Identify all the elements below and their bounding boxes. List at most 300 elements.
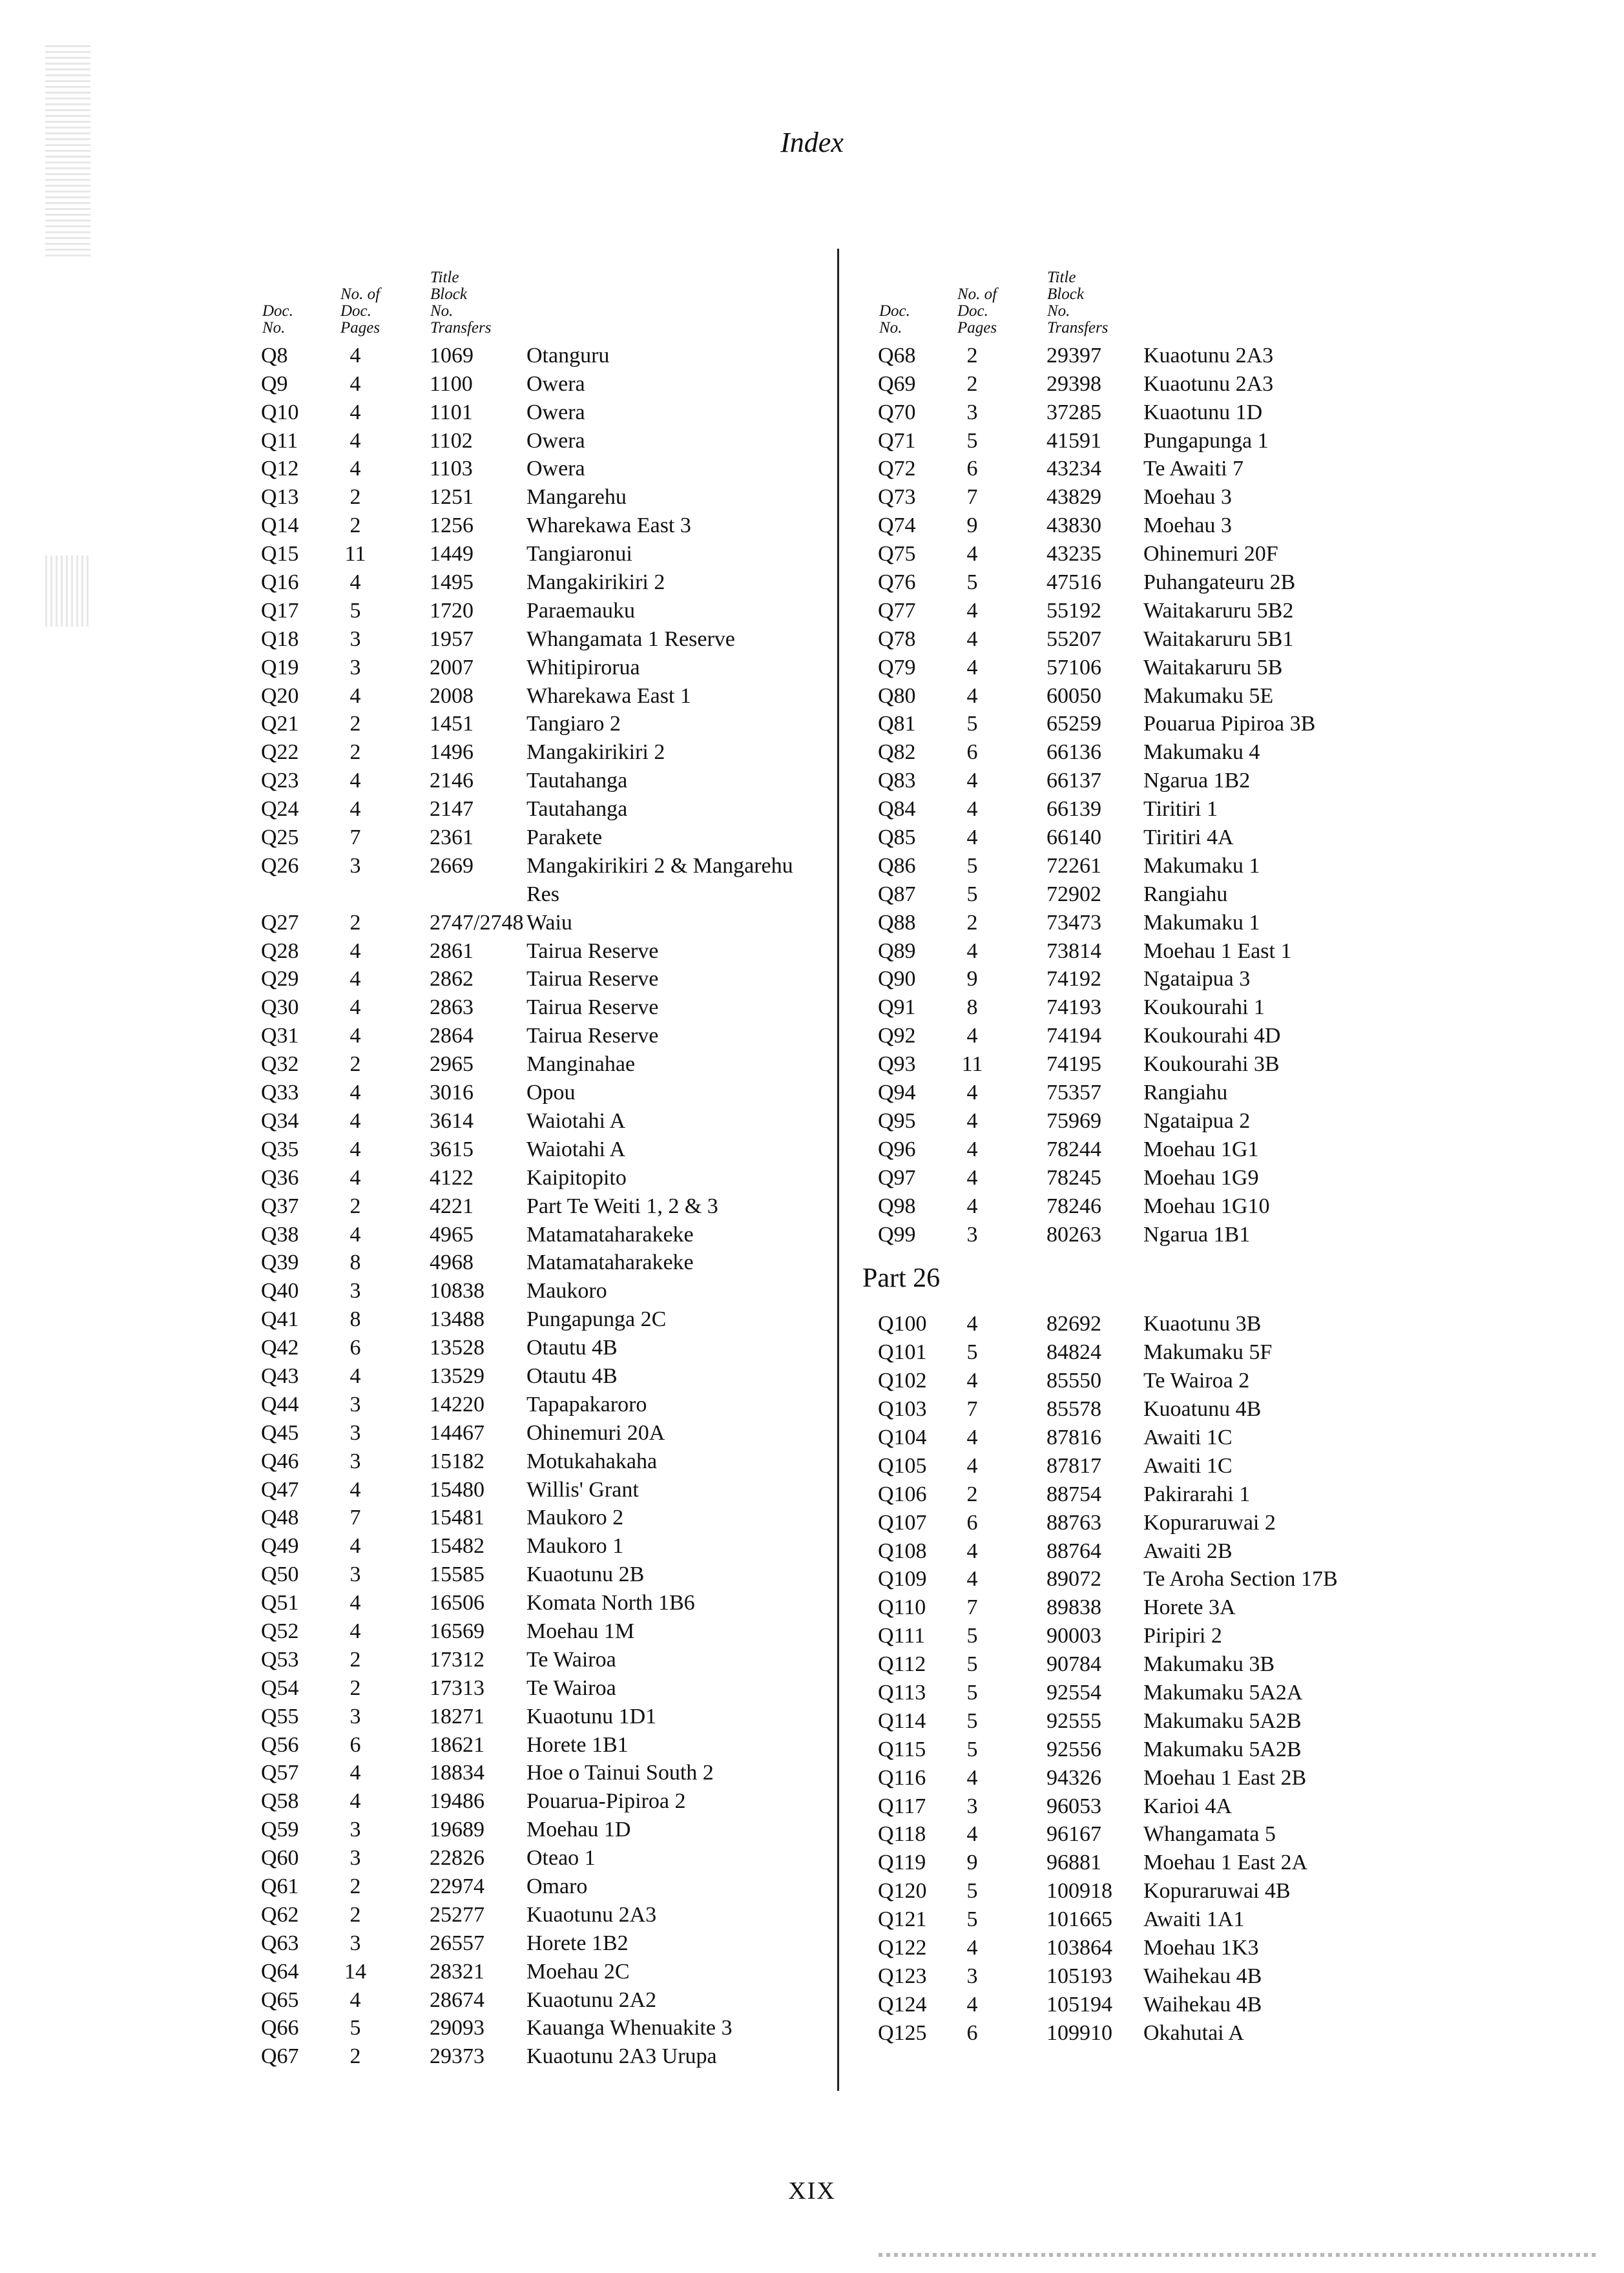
doc-no: Q124 <box>878 1992 927 2017</box>
doc-pages: 6 <box>966 1510 978 1535</box>
doc-no: Q97 <box>878 1165 916 1190</box>
doc-no: Q33 <box>261 1081 299 1105</box>
doc-pages: 5 <box>966 1624 978 1648</box>
table-row <box>245 1418 827 1446</box>
title-block-no: 22974 <box>430 1874 484 1898</box>
block-name: Ngataipua 2 <box>1143 1108 1251 1133</box>
table-row <box>245 1361 827 1389</box>
doc-pages: 4 <box>966 683 978 708</box>
doc-no: Q103 <box>878 1397 927 1422</box>
table-row <box>245 1021 827 1049</box>
table-row <box>245 652 827 681</box>
doc-pages: 4 <box>966 1822 978 1847</box>
table-row <box>862 482 1444 510</box>
table-row <box>245 1191 827 1220</box>
table-row <box>245 964 827 993</box>
doc-no: Q122 <box>878 1935 927 1960</box>
doc-no: Q71 <box>878 428 916 453</box>
table-row <box>245 737 827 765</box>
table-row <box>862 822 1444 851</box>
block-name: Moehau 1K3 <box>1143 1935 1259 1960</box>
block-name: Awaiti 1C <box>1143 1425 1233 1449</box>
table-row <box>862 1564 1444 1593</box>
table-row <box>245 1814 827 1843</box>
doc-pages: 4 <box>349 967 361 991</box>
doc-no: Q13 <box>261 485 299 510</box>
doc-pages: 8 <box>349 1251 361 1275</box>
block-name: Tapapakaroro <box>526 1392 647 1417</box>
doc-pages: 2 <box>349 1902 361 1927</box>
title-block-no: 13528 <box>430 1336 484 1360</box>
block-name: Otautu 4B <box>526 1364 618 1388</box>
title-block-no: 74194 <box>1046 1024 1101 1048</box>
doc-pages: 2 <box>966 910 978 935</box>
table-row <box>245 1163 827 1191</box>
block-name: Mangakirikiri 2 <box>526 570 665 595</box>
doc-pages: 2 <box>349 1874 361 1898</box>
table-row <box>245 1531 827 1559</box>
title-block-no: 1100 <box>430 371 473 396</box>
block-name: Te Awaiti 7 <box>1143 457 1244 481</box>
doc-pages: 5 <box>349 2016 361 2040</box>
table-row <box>245 454 827 483</box>
doc-no: Q115 <box>878 1737 926 1761</box>
table-row <box>862 397 1444 426</box>
table-row <box>862 1451 1444 1479</box>
doc-pages: 9 <box>966 1851 978 1875</box>
title-block-no: 1495 <box>430 570 474 595</box>
title-block-no: 101665 <box>1046 1907 1112 1932</box>
doc-pages: 5 <box>966 853 978 878</box>
doc-pages: 4 <box>966 627 978 651</box>
title-block-no: 43235 <box>1046 542 1101 566</box>
doc-no: Q42 <box>261 1336 299 1360</box>
scan-speckle <box>879 2253 1596 2257</box>
doc-no: Q41 <box>261 1307 299 1332</box>
block-name: Ohinemuri 20F <box>1143 542 1278 566</box>
table-row <box>245 765 827 794</box>
doc-pages: 3 <box>966 1794 978 1818</box>
table-row <box>245 1389 827 1418</box>
doc-no: Q83 <box>878 769 916 793</box>
block-name: Wharekawa East 1 <box>526 683 691 708</box>
doc-pages: 4 <box>966 655 978 680</box>
title-block-no: 105194 <box>1046 1992 1112 2017</box>
table-row <box>245 1446 827 1475</box>
doc-pages: 6 <box>349 1336 361 1360</box>
table-row <box>862 652 1444 681</box>
block-name: Ngarua 1B2 <box>1143 769 1251 793</box>
doc-no: Q86 <box>878 853 916 878</box>
doc-no: Q36 <box>261 1165 299 1190</box>
block-name: Kuaotunu 2A3 <box>526 1902 657 1927</box>
doc-no: Q45 <box>261 1420 299 1445</box>
doc-no: Q114 <box>878 1708 926 1733</box>
table-row <box>245 1645 827 1673</box>
doc-no: Q43 <box>261 1364 299 1388</box>
doc-pages: 3 <box>349 1818 361 1842</box>
title-block-no: 57106 <box>1046 655 1101 680</box>
doc-no: Q56 <box>261 1732 299 1757</box>
doc-no: Q68 <box>878 343 916 368</box>
doc-no: Q48 <box>261 1506 299 1530</box>
title-block-no: 65259 <box>1046 712 1101 736</box>
doc-pages: 3 <box>349 1704 361 1728</box>
table-row <box>862 851 1444 879</box>
title-block-no: 89838 <box>1046 1595 1101 1620</box>
title-block-no: 92554 <box>1046 1680 1101 1705</box>
index-column-left <box>245 249 827 2070</box>
doc-pages: 4 <box>966 1453 978 1478</box>
doc-no: Q77 <box>878 598 916 623</box>
index-rows-right <box>862 340 1444 1248</box>
title-block-no: 19689 <box>430 1818 484 1842</box>
doc-pages: 4 <box>966 1137 978 1161</box>
title-block-no: 1256 <box>430 514 474 538</box>
block-name: Makumaku 3B <box>1143 1652 1275 1677</box>
block-name: Kuaotunu 2A3 <box>1143 343 1274 368</box>
title-block-no: 88763 <box>1046 1510 1101 1535</box>
doc-pages: 5 <box>966 1737 978 1761</box>
doc-no: Q57 <box>261 1761 299 1785</box>
table-row <box>245 1588 827 1616</box>
block-name: Maukoro 2 <box>526 1506 624 1530</box>
doc-pages: 2 <box>349 1676 361 1700</box>
title-block-no: 2747/2748 <box>430 910 524 935</box>
doc-no: Q37 <box>261 1194 299 1218</box>
title-block-no: 15480 <box>430 1477 484 1502</box>
title-block-no: 2146 <box>430 769 474 793</box>
block-name: Kaipitopito <box>526 1165 627 1190</box>
title-block-no: 96053 <box>1046 1794 1101 1818</box>
doc-no: Q85 <box>878 825 916 850</box>
title-block-no: 28321 <box>430 1959 484 1984</box>
table-row <box>245 1276 827 1304</box>
table-row <box>245 2041 827 2070</box>
doc-no: Q50 <box>261 1562 299 1587</box>
title-block-no: 92556 <box>1046 1737 1101 1761</box>
doc-pages: 6 <box>349 1732 361 1757</box>
doc-pages: 8 <box>349 1307 361 1332</box>
doc-no: Q123 <box>878 1964 927 1988</box>
doc-pages: 4 <box>349 939 361 963</box>
doc-no: Q67 <box>261 2044 299 2069</box>
doc-no: Q38 <box>261 1222 299 1247</box>
doc-pages: 4 <box>349 1477 361 1502</box>
index-rows-left <box>245 340 827 2070</box>
table-row <box>245 1730 827 1758</box>
title-block-no: 72261 <box>1046 853 1101 878</box>
title-block-no: 89072 <box>1046 1567 1101 1592</box>
title-block-no: 28674 <box>430 1988 484 2012</box>
doc-no: Q119 <box>878 1851 926 1875</box>
doc-no: Q60 <box>261 1846 299 1871</box>
doc-pages: 4 <box>349 1789 361 1814</box>
doc-no: Q21 <box>261 712 299 736</box>
doc-no: Q118 <box>878 1822 926 1847</box>
title-block-no: 55192 <box>1046 598 1101 623</box>
header-doc-no: Doc. No. <box>879 302 910 337</box>
title-block-no: 22826 <box>430 1846 484 1871</box>
doc-no: Q104 <box>878 1425 927 1449</box>
doc-pages: 4 <box>349 1534 361 1559</box>
header-doc-pages: No. of Doc. Pages <box>340 285 380 337</box>
title-block-no: 75357 <box>1046 1081 1101 1105</box>
doc-pages: 6 <box>966 2020 978 2045</box>
table-row <box>862 539 1444 567</box>
table-row <box>862 1734 1444 1763</box>
doc-no: Q90 <box>878 967 916 991</box>
doc-pages: 4 <box>966 1567 978 1592</box>
block-name: Pakirarahi 1 <box>1143 1482 1251 1506</box>
doc-pages: 11 <box>344 542 366 566</box>
block-name: Komata North 1B6 <box>526 1591 695 1615</box>
doc-no: Q16 <box>261 570 299 595</box>
table-row <box>862 1365 1444 1394</box>
block-name: Whitipirorua <box>526 655 640 680</box>
title-block-no: 29397 <box>1046 343 1101 368</box>
title-block-no: 43830 <box>1046 514 1101 538</box>
doc-no: Q76 <box>878 570 916 595</box>
block-name: Makumaku 5A2A <box>1143 1680 1303 1705</box>
block-name: Owera <box>526 457 585 481</box>
doc-no: Q58 <box>261 1789 299 1814</box>
doc-no: Q106 <box>878 1482 927 1506</box>
title-block-no: 73473 <box>1046 910 1101 935</box>
block-name: Kuoatunu 4B <box>1143 1397 1262 1422</box>
block-name: Kuaotunu 2B <box>526 1562 645 1587</box>
title-block-no: 100918 <box>1046 1879 1112 1904</box>
block-name: Otautu 4B <box>526 1336 618 1360</box>
doc-no: Q102 <box>878 1369 927 1393</box>
doc-pages: 8 <box>966 995 978 1020</box>
doc-pages: 3 <box>966 400 978 424</box>
block-name: Horete 3A <box>1143 1595 1236 1620</box>
doc-pages: 5 <box>966 1652 978 1677</box>
title-block-no: 74195 <box>1046 1052 1101 1077</box>
doc-pages: 4 <box>966 1165 978 1190</box>
header-title-block: Title Block No. Transfers <box>1047 269 1109 337</box>
doc-no: Q69 <box>878 371 916 396</box>
table-row <box>862 1394 1444 1422</box>
title-block-no: 94326 <box>1046 1765 1101 1790</box>
block-name: Pouarua Pipiroa 3B <box>1143 712 1316 736</box>
table-row <box>245 1475 827 1503</box>
doc-pages: 2 <box>349 1647 361 1672</box>
doc-no: Q117 <box>878 1794 926 1818</box>
doc-no: Q72 <box>878 457 916 481</box>
title-block-no: 1449 <box>430 542 474 566</box>
table-row <box>862 369 1444 397</box>
title-block-no: 18621 <box>430 1732 484 1757</box>
block-name: Whangamata 1 Reserve <box>526 627 735 651</box>
table-row <box>245 2013 827 2042</box>
doc-pages: 5 <box>966 428 978 453</box>
doc-pages: 4 <box>966 542 978 566</box>
table-row <box>862 1508 1444 1536</box>
block-name: Otanguru <box>526 343 610 368</box>
doc-pages: 4 <box>349 570 361 595</box>
title-block-no: 88754 <box>1046 1482 1101 1506</box>
table-row <box>245 1559 827 1588</box>
block-name: Moehau 1G1 <box>1143 1137 1259 1161</box>
title-block-no: 3614 <box>430 1108 474 1133</box>
doc-pages: 4 <box>966 1369 978 1393</box>
table-row <box>862 1961 1444 1989</box>
block-name: Waihekau 4B <box>1143 1964 1262 1988</box>
table-row <box>862 1422 1444 1451</box>
table-row <box>862 1337 1444 1365</box>
table-row <box>245 1304 827 1333</box>
doc-no: Q75 <box>878 542 916 566</box>
title-block-no: 66139 <box>1046 797 1101 822</box>
title-block-no: 66140 <box>1046 825 1101 850</box>
doc-no: Q8 <box>261 343 288 368</box>
part-heading: Part 26 <box>862 1263 941 1293</box>
title-block-no: 109910 <box>1046 2020 1112 2045</box>
block-name: Waiotahi A <box>526 1137 626 1161</box>
title-block-no: 85550 <box>1046 1369 1101 1393</box>
doc-pages: 4 <box>966 769 978 793</box>
block-name: Mangakirikiri 2 & Mangarehu <box>526 853 793 878</box>
doc-pages: 4 <box>966 1992 978 2017</box>
doc-pages: 4 <box>966 1312 978 1336</box>
title-block-no: 29373 <box>430 2044 484 2069</box>
title-block-no: 2864 <box>430 1024 474 1048</box>
table-row <box>245 369 827 397</box>
doc-pages: 7 <box>966 485 978 510</box>
block-name: Horete 1B1 <box>526 1732 629 1757</box>
doc-no: Q84 <box>878 797 916 822</box>
table-row <box>245 1758 827 1787</box>
table-row <box>245 879 827 908</box>
title-block-no: 105193 <box>1046 1964 1112 1988</box>
doc-no: Q61 <box>261 1874 299 1898</box>
block-name: Ngarua 1B1 <box>1143 1222 1251 1247</box>
table-row <box>862 1706 1444 1734</box>
doc-pages: 4 <box>349 371 361 396</box>
doc-pages: 4 <box>349 1081 361 1105</box>
title-block-no: 87816 <box>1046 1425 1101 1449</box>
block-name: Tangiaro 2 <box>526 712 621 736</box>
column-header <box>245 249 827 340</box>
table-row <box>245 397 827 426</box>
title-block-no: 1069 <box>430 343 474 368</box>
table-row <box>862 1876 1444 1904</box>
table-row <box>245 1616 827 1645</box>
block-name: Makumaku 4 <box>1143 740 1260 765</box>
block-name: Maukoro <box>526 1279 607 1303</box>
block-name: Waitakaruru 5B1 <box>1143 627 1294 651</box>
doc-pages: 4 <box>349 1591 361 1615</box>
block-name: Te Wairoa <box>526 1676 616 1700</box>
doc-pages: 5 <box>966 882 978 906</box>
doc-pages: 4 <box>966 1539 978 1563</box>
doc-pages: 4 <box>966 1081 978 1105</box>
doc-no: Q95 <box>878 1108 916 1133</box>
block-name: Tiritiri 1 <box>1143 797 1218 822</box>
doc-pages: 5 <box>966 570 978 595</box>
table-row <box>245 822 827 851</box>
table-row <box>245 908 827 936</box>
block-name: Horete 1B2 <box>526 1931 629 1955</box>
doc-no: Q28 <box>261 939 299 963</box>
table-row <box>245 1077 827 1106</box>
block-name: Rangiahu <box>1143 882 1228 906</box>
title-block-no: 17313 <box>430 1676 484 1700</box>
table-row <box>862 908 1444 936</box>
block-name: Kuaotunu 2A3 <box>1143 371 1274 396</box>
doc-no: Q44 <box>261 1392 299 1417</box>
doc-no: Q24 <box>261 797 299 822</box>
table-row <box>245 1333 827 1361</box>
doc-pages: 4 <box>966 1108 978 1133</box>
block-name: Parakete <box>526 825 603 850</box>
doc-no: Q87 <box>878 882 916 906</box>
block-name: Waitakaruru 5B2 <box>1143 598 1294 623</box>
block-name: Waitakaruru 5B <box>1143 655 1283 680</box>
title-block-no: 1103 <box>430 457 473 481</box>
block-name: Moehau 1 East 2A <box>1143 1851 1308 1875</box>
doc-no: Q64 <box>261 1959 299 1984</box>
title-block-no: 29093 <box>430 2016 484 2040</box>
doc-pages: 4 <box>349 1988 361 2012</box>
title-block-no: 18834 <box>430 1761 484 1785</box>
block-name: Te Aroha Section 17B <box>1143 1567 1338 1592</box>
doc-no: Q15 <box>261 542 299 566</box>
doc-pages: 4 <box>349 1364 361 1388</box>
title-block-no: 84824 <box>1046 1340 1101 1365</box>
block-name: Makumaku 5E <box>1143 683 1274 708</box>
title-block-no: 2862 <box>430 967 474 991</box>
block-name: Waiotahi A <box>526 1108 626 1133</box>
doc-no: Q29 <box>261 967 299 991</box>
doc-pages: 5 <box>349 598 361 623</box>
table-row <box>862 596 1444 624</box>
doc-no: Q101 <box>878 1340 927 1365</box>
doc-pages: 3 <box>349 1449 361 1473</box>
title-block-no: 75969 <box>1046 1108 1101 1133</box>
table-row <box>245 1248 827 1276</box>
table-row <box>862 1536 1444 1564</box>
doc-no: Q54 <box>261 1676 299 1700</box>
doc-pages: 2 <box>966 371 978 396</box>
block-name: Makumaku 1 <box>1143 910 1260 935</box>
doc-no: Q100 <box>878 1312 927 1336</box>
doc-pages: 6 <box>966 740 978 765</box>
block-name: Karioi 4A <box>1143 1794 1232 1818</box>
block-name: Ohinemuri 20A <box>526 1420 665 1445</box>
block-name: Willis' Grant <box>526 1477 639 1502</box>
table-row <box>245 1503 827 1531</box>
index-column-right <box>862 249 1444 2046</box>
block-name: Paraemauku <box>526 598 636 623</box>
table-row <box>862 1049 1444 1077</box>
title-block-no: 26557 <box>430 1931 484 1955</box>
doc-pages: 3 <box>966 1964 978 1988</box>
doc-pages: 5 <box>966 1879 978 1904</box>
table-row <box>245 1673 827 1701</box>
title-block-no: 82692 <box>1046 1312 1101 1336</box>
doc-no: Q109 <box>878 1567 927 1592</box>
block-name: Mangarehu <box>526 485 627 510</box>
table-row <box>862 681 1444 709</box>
title-block-no: 2861 <box>430 939 474 963</box>
table-row <box>245 1956 827 1985</box>
block-name: Wharekawa East 3 <box>526 514 691 538</box>
block-name: Tairua Reserve <box>526 939 659 963</box>
table-row <box>862 1592 1444 1621</box>
